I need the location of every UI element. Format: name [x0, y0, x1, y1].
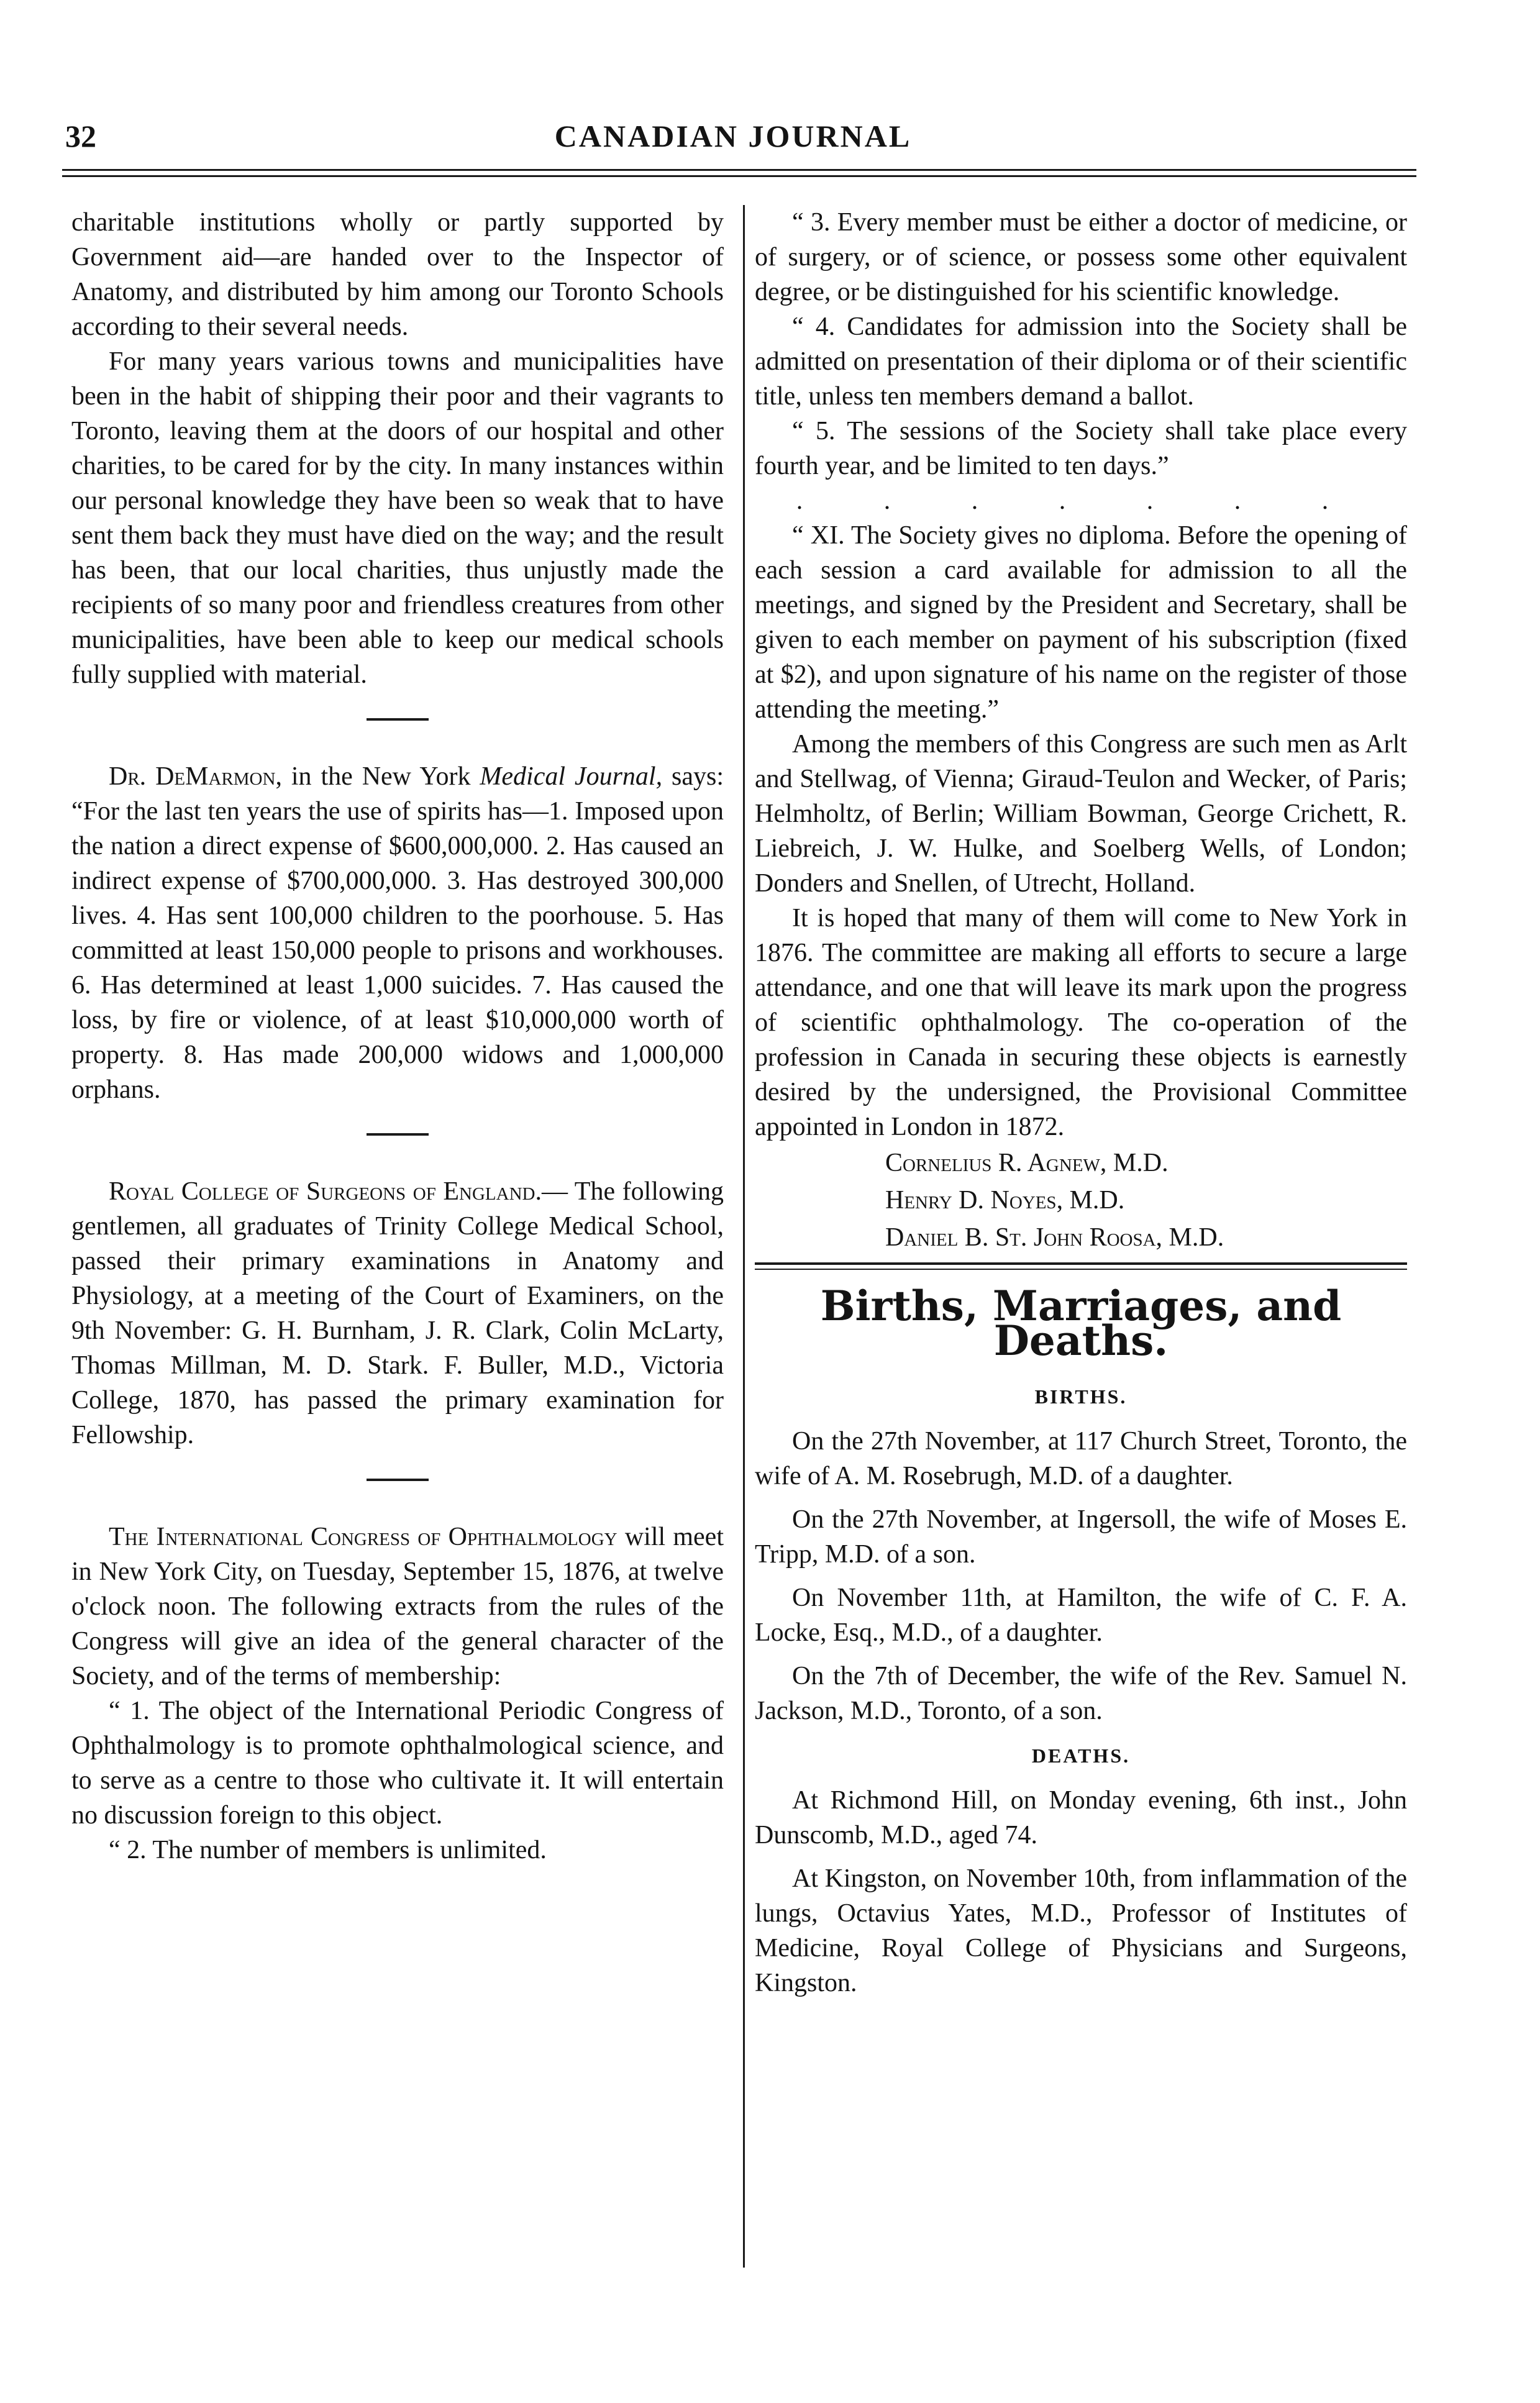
- deaths-heading: DEATHS.: [1031, 1744, 1131, 1767]
- birth-entry: On the 27th November, at 117 Church Street, Toronto, the wife of A. M. Rosebrugh, M.D. of a daughter.: [755, 1427, 1407, 1490]
- section-title: Births, Marriages, and Deaths.: [820, 1282, 1342, 1365]
- demarmon-in: in the New York: [291, 762, 471, 791]
- birth-entry: On the 7th of December, the wife of the Rev. Samuel N. Jackson, M.D., Toronto, of a son.: [755, 1662, 1407, 1725]
- congress-rule-2: “ 2. The number of members is unlimited.: [109, 1836, 547, 1864]
- separator-rule: [367, 1133, 429, 1136]
- congress-rule-4: “ 4. Candidates for admission into the Society shall be admitted on presentation of their diploma or of their scientific title, unless ten members demand a ballot.: [755, 312, 1407, 411]
- congress-rule-5: “ 5. The sessions of the Society shall take place every fourth year, and be limited to ten days.”: [755, 417, 1407, 480]
- congress-hope: It is hoped that many of them will come to New York in 1876. The committee are making all efforts to secure a large attendance, and one that will leave its mark upon the progress of scientific ophthalmology. The co-operation of the profession in Canada in securing these objects is earnestly desired by the undersigned, the Provisional Committee appointed in London in 1872.: [755, 904, 1407, 1141]
- congress-rule-11: “ XI. The Society gives no diploma. Before the opening of each session a card available for admission to all the meetings, and signed by the President and Secretary, shall be given to each member on payment of his subscription (fixed at $2), and upon signature of his name on the register of those attending the meeting.”: [755, 521, 1407, 724]
- births-heading: BIRTHS.: [1034, 1385, 1128, 1408]
- journal-title: CANADIAN JOURNAL: [554, 119, 912, 153]
- rcs-article: [71, 1174, 724, 1452]
- death-entry: At Kingston, on November 10th, from inflammation of the lungs, Octavius Yates, M.D., Professor of Institutes of Medicine, Royal College of Physicians and Surgeons, Kingston.: [755, 1864, 1407, 1997]
- right-column: [755, 205, 1407, 2009]
- signature-3: Daniel B. St. John Roosa, M.D.: [885, 1223, 1224, 1252]
- signature-1: Cornelius R. Agnew, M.D.: [885, 1149, 1169, 1177]
- birth-entry: On November 11th, at Hamilton, the wife of C. F. A. Locke, Esq., M.D., of a daughter.: [755, 1584, 1407, 1647]
- column-divider: [743, 205, 745, 2268]
- section-double-rule: [755, 1262, 1407, 1270]
- death-entry: At Richmond Hill, on Monday evening, 6th inst., John Dunscomb, M.D., aged 74.: [755, 1786, 1407, 1849]
- left-column: [71, 205, 724, 1867]
- congress-text: will meet in New York City, on Tuesday, September 15, 1876, at twelve o'clock noon. The following extracts from the rules of the Congress will give an idea of the general character of the Society, and of the terms of membership:: [71, 1523, 724, 1690]
- page-header: [50, 112, 1416, 168]
- congress-members: Among the members of this Congress are such men as Arlt and Stellwag, of Vienna; Giraud-Teulon and Wecker, of Paris; Helmholtz, of Berlin; William Bowman, George Crichett, R. Liebreich, J. W. Hulke, and Soelberg Wells, of London; Donders and Snellen, of Utrecht, Holland.: [755, 730, 1407, 898]
- congress-lead: The International Congress of Ophthalmology: [109, 1523, 617, 1551]
- header-rule-top: [62, 169, 1416, 171]
- header-rule-bottom: [62, 175, 1416, 177]
- demarmon-journal: Medical Journal,: [480, 762, 663, 791]
- left-paragraph-1: charitable institutions wholly or partly supported by Government aid—are handed over to the Inspector of Anatomy, and distributed by him among our Toronto Schools according to their several needs.: [71, 208, 724, 341]
- demarmon-article: [71, 759, 724, 1107]
- left-paragraph-2: For many years various towns and municipalities have been in the habit of shipping their poor and their vagrants to Toronto, leaving them at the doors of our hospital and other charities, to be cared for by the city. In many instances within our personal knowledge they have been so weak that to have sent them back they must have died on the way; and the result has been, that our local charities, thus unjustly made the recipients of so many poor and friendless creatures from other municipalities, have been able to keep our medical schools fully supplied with material.: [71, 347, 724, 689]
- rcs-lead: Royal College of Surgeons of England.—: [109, 1177, 568, 1206]
- birth-entry: On the 27th November, at Ingersoll, the wife of Moses E. Tripp, M.D. of a son.: [755, 1505, 1407, 1569]
- rcs-text: The following gentlemen, all graduates of Trinity College Medical School, passed their primary examinations in Anatomy and Physiology, at a meeting of the Court of Examiners, on the 9th November: G. H. Burnham, J. R. Clark, Colin McLarty, Thomas Millman, M. D. Stark. F. Buller, M.D., Victoria College, 1870, has passed the primary examination for Fellowship.: [71, 1177, 724, 1449]
- demarmon-text: says: “For the last ten years the use of spirits has—1. Imposed upon the nation a direct expense of $600,000,000. 2. Has caused an indirect expense of $700,000,000. 3. Has destroyed 300,000 lives. 4. Has sent 100,000 children to the poorhouse. 5. Has committed at least 150,000 people to prisons and workhouses. 6. Has determined at least 1,000 suicides. 7. Has caused the loss, by fire or violence, of at least $10,000,000 worth of property. 8. Has made 200,000 widows and 1,000,000 orphans.: [71, 762, 724, 1104]
- separator-rule: [367, 1479, 429, 1481]
- ellipsis-dots: . . . . . . .: [796, 486, 1366, 515]
- page-number: 32: [65, 119, 96, 153]
- signature-2: Henry D. Noyes, M.D.: [885, 1186, 1125, 1215]
- separator-rule: [367, 718, 429, 721]
- congress-rule-3: “ 3. Every member must be either a doctor of medicine, or of surgery, or of science, or possess some other equivalent degree, or be distinguished for his scientific knowledge.: [755, 208, 1407, 306]
- congress-article: [71, 1520, 724, 1694]
- demarmon-lead: Dr. DeMarmon,: [109, 762, 282, 791]
- congress-rule-1: “ 1. The object of the International Periodic Congress of Ophthalmology is to promote ophthalmological science, and to serve as a centre to those who cultivate it. It will entertain no discussion foreign to this object.: [71, 1697, 724, 1830]
